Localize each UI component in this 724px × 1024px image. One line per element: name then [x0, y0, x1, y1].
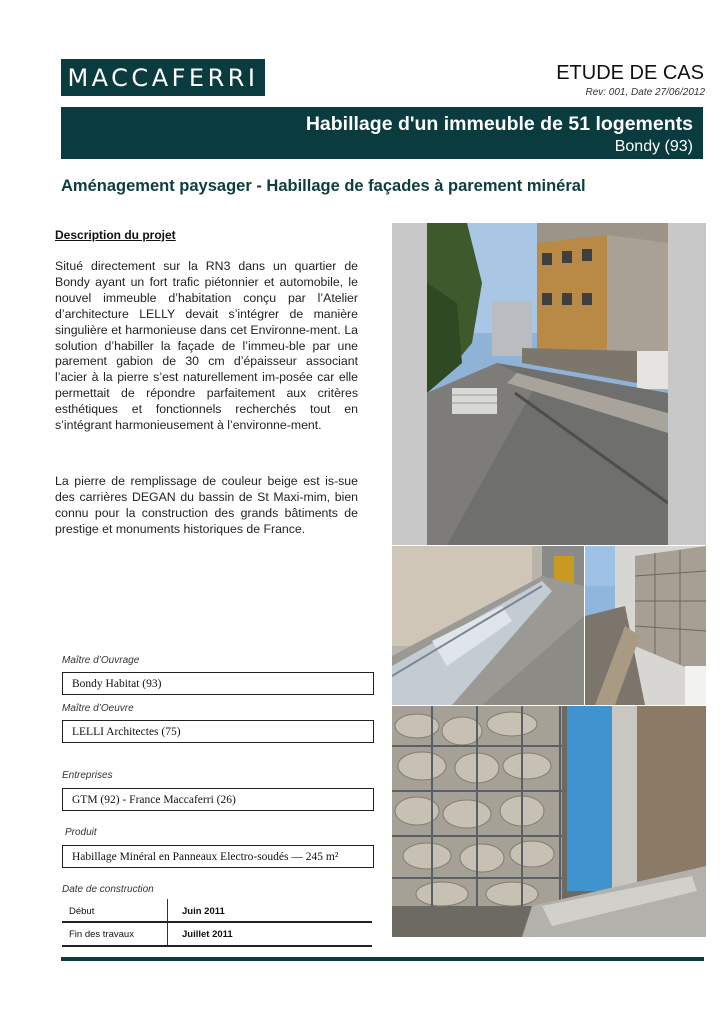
row-name: Début — [69, 906, 95, 917]
document-type: ETUDE DE CAS — [556, 62, 704, 84]
steel-trays-photo — [392, 546, 584, 705]
description-paragraph-2: La pierre de remplissage de couleur beige est is-sue des carrières DEGAN du bassin de St Maxi-mim, bien connu pour la construction des grands bâtiments de prestige et monuments historiques de France. — [55, 474, 358, 536]
maitre-oeuvre-label: Maître d’Oeuvre — [62, 703, 134, 714]
description-paragraph-1: Situé directement sur la RN3 dans un quartier de Bondy ayant un fort trafic piétonnier et automobile, le nouvel immeuble d’habitation conçu par l’Atelier d’architecture LELLY devait s’intégrer de manière singulière et harmonieuse dans cet Environne-ment. La solution d’habiller la façade de l’immeu-ble par une parement gabion de 30 cm d’épaisseur associant l’acier à la pierre s’est naturellement im-posée car elle permettait de répondre parfaitement aux critères esthétiques et fonctionnels recherchés tout en s’intégrant harmonieusement à l’environne-ment. — [55, 259, 358, 433]
row-value: Juillet 2011 — [182, 929, 233, 940]
maitre-ouvrage-label: Maître d’Ouvrage — [62, 655, 140, 666]
row-name: Fin des travaux — [69, 929, 134, 940]
gabion-closeup-photo — [392, 706, 706, 937]
footer-rule — [61, 957, 704, 961]
maitre-ouvrage-field: Bondy Habitat (93) — [62, 672, 374, 695]
page-subtitle: Aménagement paysager - Habillage de façades à parement minéral — [61, 177, 586, 195]
revision-date: Rev: 001, Date 27/06/2012 — [585, 87, 705, 98]
table-row — [62, 922, 372, 945]
gabion-wall-photo — [585, 546, 706, 705]
produit-label: Produit — [65, 827, 97, 838]
banner-location: Bondy (93) — [614, 138, 693, 155]
maccaferri-logo: MACCAFERRI — [61, 59, 265, 96]
table-row — [62, 899, 372, 922]
street-photo — [427, 223, 668, 545]
construction-table — [62, 899, 372, 945]
title-banner — [61, 107, 703, 159]
entreprises-field: GTM (92) - France Maccaferri (26) — [62, 788, 374, 811]
banner-title: Habillage d'un immeuble de 51 logements — [305, 113, 693, 135]
produit-field: Habillage Minéral en Panneaux Electro-soudés — 245 m² — [62, 845, 374, 868]
table-bottom-border — [62, 945, 372, 947]
construction-label: Date de construction — [62, 884, 154, 895]
entreprises-label: Entreprises — [62, 770, 113, 781]
description-heading: Description du projet — [55, 228, 176, 242]
row-value: Juin 2011 — [182, 906, 225, 917]
maitre-oeuvre-field: LELLI Architectes (75) — [62, 720, 374, 743]
